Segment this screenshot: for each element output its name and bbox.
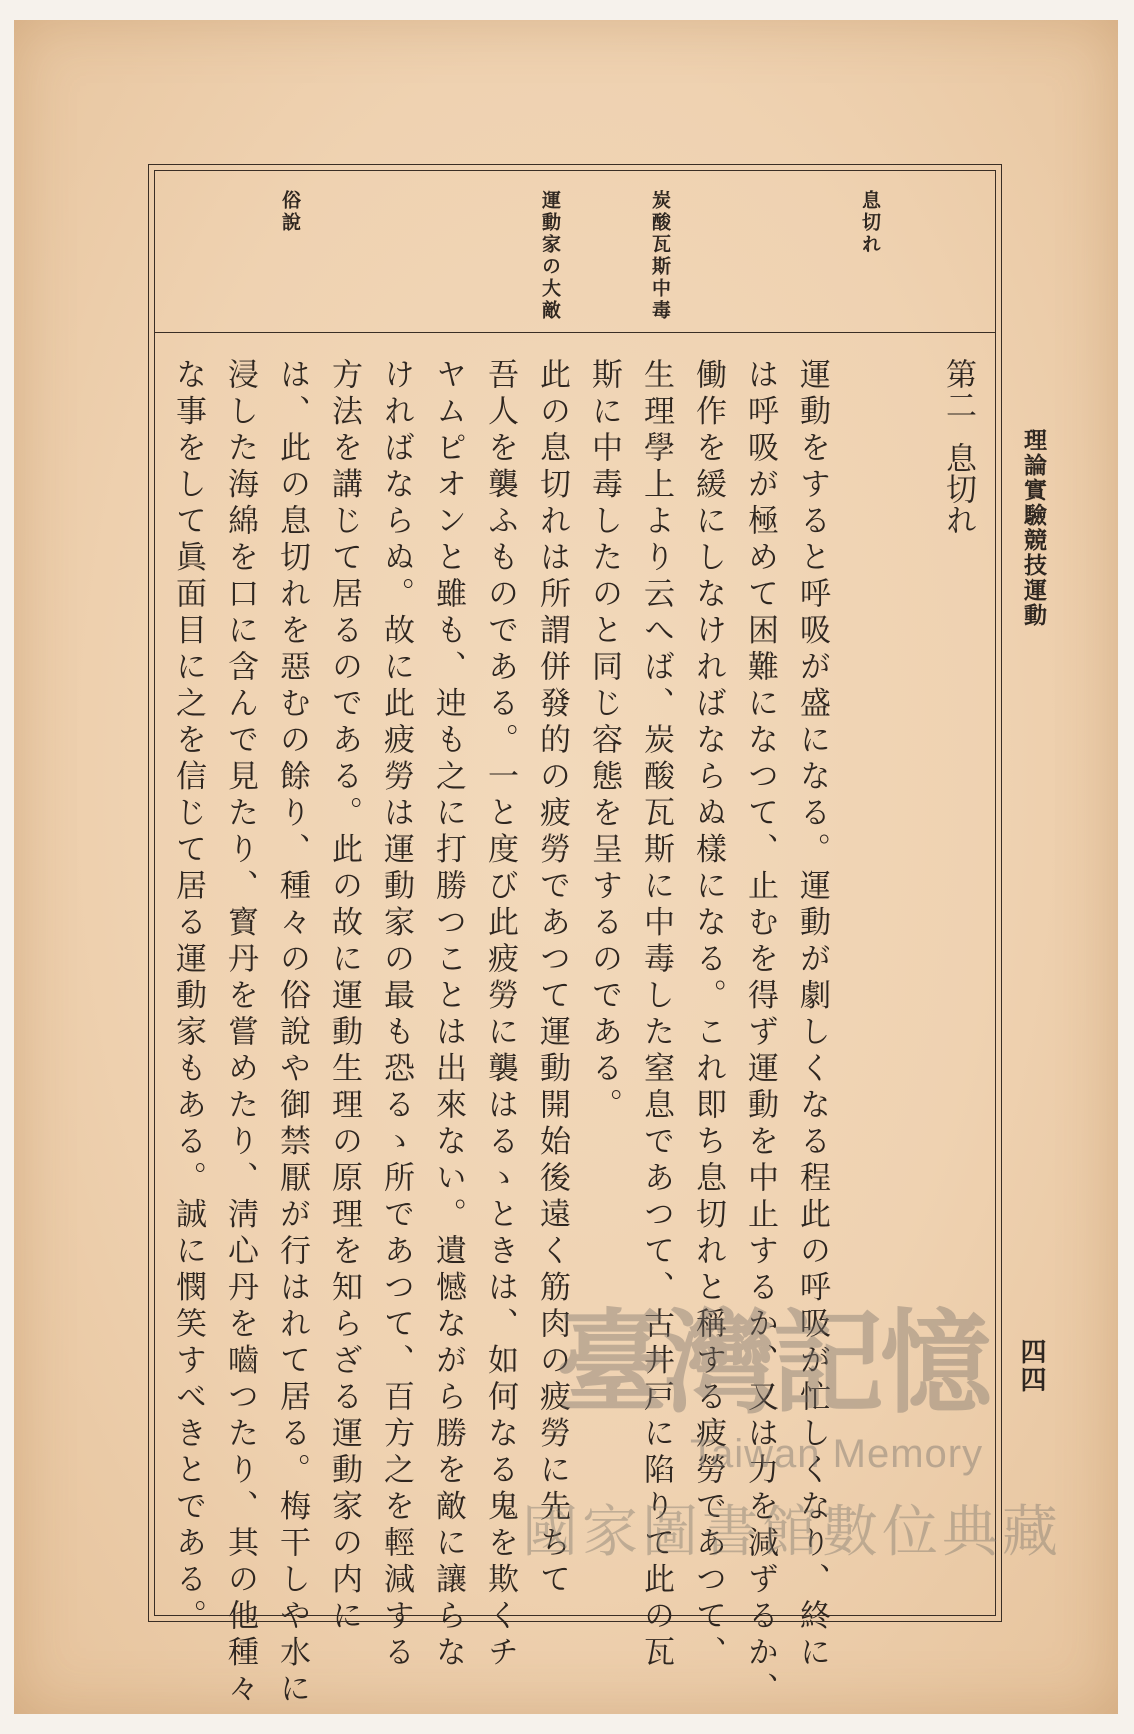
headnote-2: 炭酸瓦斯中毒 [649, 190, 671, 322]
body-column: ければならぬ。故に此疲勞は運動家の最も恐るゝ所であつて、百方之を輕減する [378, 358, 414, 1672]
page-number: 四四 [1016, 1338, 1046, 1394]
section-heading [940, 358, 976, 535]
section-title: 息切れ [940, 442, 976, 535]
headnote-3: 運動家の大敵 [539, 190, 561, 322]
body-column: 斯に中毒したのと同じ容態を呈するのである。 [586, 358, 622, 1125]
body-column: 方法を講じて居るのである。此の故に運動生理の原理を知らざる運動家の内に [326, 358, 362, 1636]
body-column: 此の息切れは所謂併發的の疲勞であつて運動開始後遠く筋肉の疲勞に先ちて [534, 358, 570, 1599]
body-column: 運動をすると呼吸が盛になる。運動が劇しくなる程此の呼吸が忙しくなり、終に [794, 358, 830, 1672]
headnote-divider [154, 332, 995, 333]
section-number: 第二 [940, 358, 976, 420]
watermark-logo: 臺灣記憶 [556, 1298, 988, 1429]
body-column: は、此の息切れを惡むの餘り、種々の俗說や御禁厭が行はれて居る。梅干しや水に [274, 358, 310, 1709]
headnote-4: 俗說 [279, 190, 301, 234]
body-column: 浸した海綿を口に含んで見たり、寳丹を嘗めたり、淸心丹を嚙つたり、其の他種々 [222, 358, 258, 1709]
body-column: は呼吸が極めて困難になつて、止むを得ず運動を中止するか、又は力を減ずるか、 [742, 358, 778, 1709]
body-column: な事をして眞面目に之を信じて居る運動家もある。誠に憫笑すべきとである。 [170, 358, 206, 1636]
body-column: 生理學上より云へば、炭酸瓦斯に中毒した窒息であつて、古井戸に陷りて此の瓦 [638, 358, 674, 1672]
watermark-chinese: 國家圖書館數位典藏 [522, 1500, 1062, 1565]
headnote-1: 息切れ [859, 190, 881, 256]
watermark-english: Taiwan Memory [690, 1432, 984, 1476]
body-column: 働作を緩にしなければならぬ樣になる。これ即ち息切れと稱する疲勞であつて、 [690, 358, 726, 1672]
body-column: 吾人を襲ふものである。一と度び此疲勞に襲はるゝときは、如何なる鬼を欺くチ [482, 358, 518, 1672]
body-column: ヤムピオンと雖も、迚も之に打勝つことは出來ない。遺憾ながら勝を敵に讓らな [430, 358, 466, 1672]
running-head: 理論實驗競技運動 [1020, 428, 1047, 628]
